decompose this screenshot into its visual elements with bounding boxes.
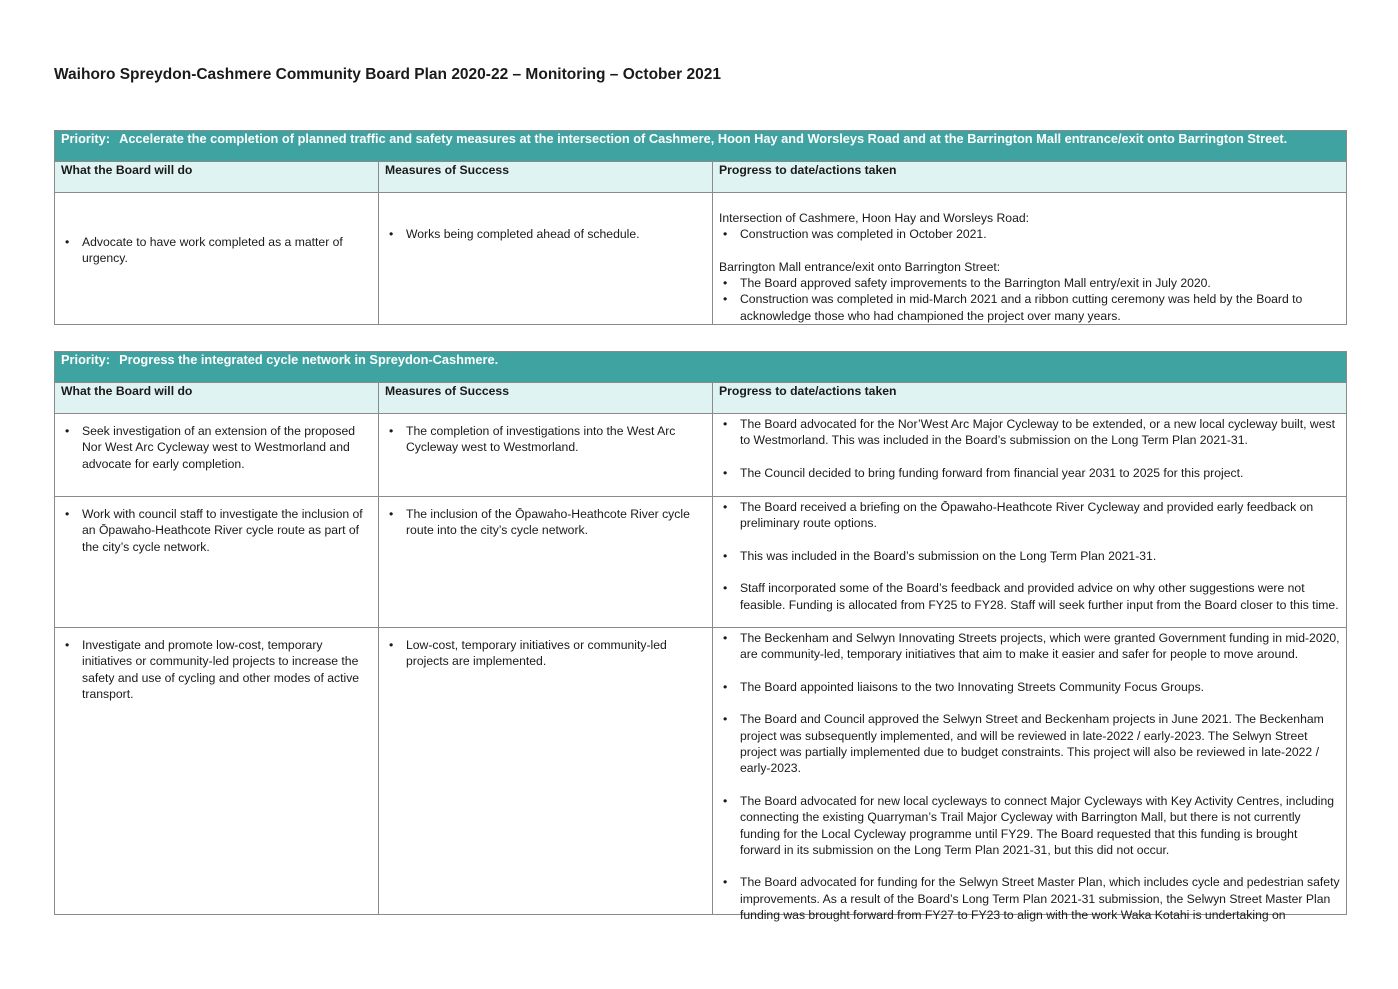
what-item: • Seek investigation of an extension of the proposed Nor West Arc Cycleway west to Westmorland and advocate for early completion. <box>61 423 372 472</box>
what-item: • Investigate and promote low-cost, temporary initiatives or community-led projects to increase the safety and use of cycling and other modes of active transport. <box>61 637 372 702</box>
progress-item: • This was included in the Board’s submission on the Long Term Plan 2021-31. <box>719 548 1340 564</box>
what-cell <box>55 414 379 497</box>
col-header-progress: Progress to date/actions taken <box>713 162 1347 193</box>
measure-cell <box>379 497 713 628</box>
progress-subheading: Intersection of Cashmere, Hoon Hay and Worsleys Road: <box>719 211 1030 225</box>
priority-label: Priority: <box>61 131 111 146</box>
progress-cell <box>713 414 1347 497</box>
table-row <box>55 628 1347 915</box>
what-item: • Advocate to have work completed as a matter of urgency. <box>61 234 372 267</box>
priority-heading <box>55 131 1347 162</box>
what-cell <box>55 497 379 628</box>
progress-cell <box>713 193 1347 325</box>
progress-item: • The Board and Council approved the Selwyn Street and Beckenham projects in June 2021. The Beckenham project was subsequently implemented, and will be reviewed in late-2022 / early-2023. The Selwyn Street project was partially implemented due to budget constraints. This project will also be reviewed in late-2022 / early-2023. <box>719 711 1340 776</box>
column-header-row <box>55 383 1347 414</box>
priority-table-1 <box>54 130 1347 325</box>
progress-item: • The Board approved safety improvements to the Barrington Mall entry/exit in July 2020. <box>719 275 1340 291</box>
progress-item: • The Board advocated for funding for the Selwyn Street Master Plan, which includes cycle and pedestrian safety improvements. As a result of the Board’s Long Term Plan 2021-31 submission, the Selwyn Street Master Plan funding was brought forward from FY27 to FY23 to align with the work Waka Kotahi is undertaking on <box>719 874 1340 923</box>
what-cell <box>55 628 379 915</box>
progress-item: • The Council decided to bring funding forward from financial year 2031 to 2025 for this project. <box>719 465 1340 481</box>
progress-item: • The Board received a briefing on the Ōpawaho-Heathcote River Cycleway and provided early feedback on preliminary route options. <box>719 499 1340 532</box>
progress-item: • Construction was completed in mid-March 2021 and a ribbon cutting ceremony was held by the Board to acknowledge those who had championed the project over many years. <box>719 291 1340 324</box>
table-row <box>55 193 1347 325</box>
priority-label: Priority: <box>61 352 111 367</box>
page-title: Waihoro Spreydon-Cashmere Community Board Plan 2020-22 – Monitoring – October 2021 <box>54 66 721 83</box>
col-header-what: What the Board will do <box>55 383 379 414</box>
table-row <box>55 497 1347 628</box>
measure-cell <box>379 628 713 915</box>
measure-item: • Low-cost, temporary initiatives or community-led projects are implemented. <box>385 637 706 670</box>
col-header-measures: Measures of Success <box>379 383 713 414</box>
table-row <box>55 414 1347 497</box>
measure-item: • Works being completed ahead of schedule. <box>385 226 706 242</box>
priority-bar <box>55 131 1347 162</box>
progress-item: • Construction was completed in October 2021. <box>719 226 1340 242</box>
column-header-row <box>55 162 1347 193</box>
progress-item: • The Beckenham and Selwyn Innovating Streets projects, which were granted Government funding in mid-2020, are community-led, temporary initiatives that aim to make it easier and safer for people to move around. <box>719 630 1340 663</box>
progress-cell <box>713 497 1347 628</box>
measure-item: • The inclusion of the Ōpawaho-Heathcote River cycle route into the city’s cycle network. <box>385 506 706 539</box>
priority-text: Progress the integrated cycle network in Spreydon-Cashmere. <box>119 352 499 367</box>
progress-item: • Staff incorporated some of the Board’s feedback and provided advice on why other suggestions were not feasible. Funding is allocated from FY25 to FY28. Staff will seek further input from the Board closer to this time. <box>719 580 1340 613</box>
priority-bar <box>55 352 1347 383</box>
col-header-measures: Measures of Success <box>379 162 713 193</box>
progress-item: • The Board advocated for the Nor’West Arc Major Cycleway to be extended, or a new local cycleway built, west to Westmorland. This was included in the Board’s submission on the Long Term Plan 2021-31. <box>719 416 1340 449</box>
progress-item: • The Board advocated for new local cycleways to connect Major Cycleways with Key Activity Centres, including connecting the existing Quarryman’s Trail Major Cycleway with Barrington Mall, but there is not currently funding for the Local Cycleway programme until FY29. The Board requested that this funding is brought forward in its submission on the Long Term Plan 2021-31, but this did not occur. <box>719 793 1340 858</box>
what-cell <box>55 193 379 325</box>
col-header-what: What the Board will do <box>55 162 379 193</box>
measure-cell <box>379 414 713 497</box>
progress-cell <box>713 628 1347 923</box>
priority-text: Accelerate the completion of planned traffic and safety measures at the intersection of Cashmere, Hoon Hay and Worsleys Road and at the Barrington Mall entrance/exit onto Barrington Street. <box>119 131 1288 146</box>
progress-item: • The Board appointed liaisons to the two Innovating Streets Community Focus Groups. <box>719 679 1340 695</box>
priority-table-2 <box>54 351 1347 923</box>
priority-heading <box>55 352 1347 383</box>
measure-item: • The completion of investigations into the West Arc Cycleway west to Westmorland. <box>385 423 706 456</box>
measure-cell <box>379 193 713 325</box>
what-item: • Work with council staff to investigate the inclusion of an Ōpawaho-Heathcote River cycle route as part of the city’s cycle network. <box>61 506 372 555</box>
col-header-progress: Progress to date/actions taken <box>713 383 1347 414</box>
progress-subheading: Barrington Mall entrance/exit onto Barrington Street: <box>719 259 1001 274</box>
